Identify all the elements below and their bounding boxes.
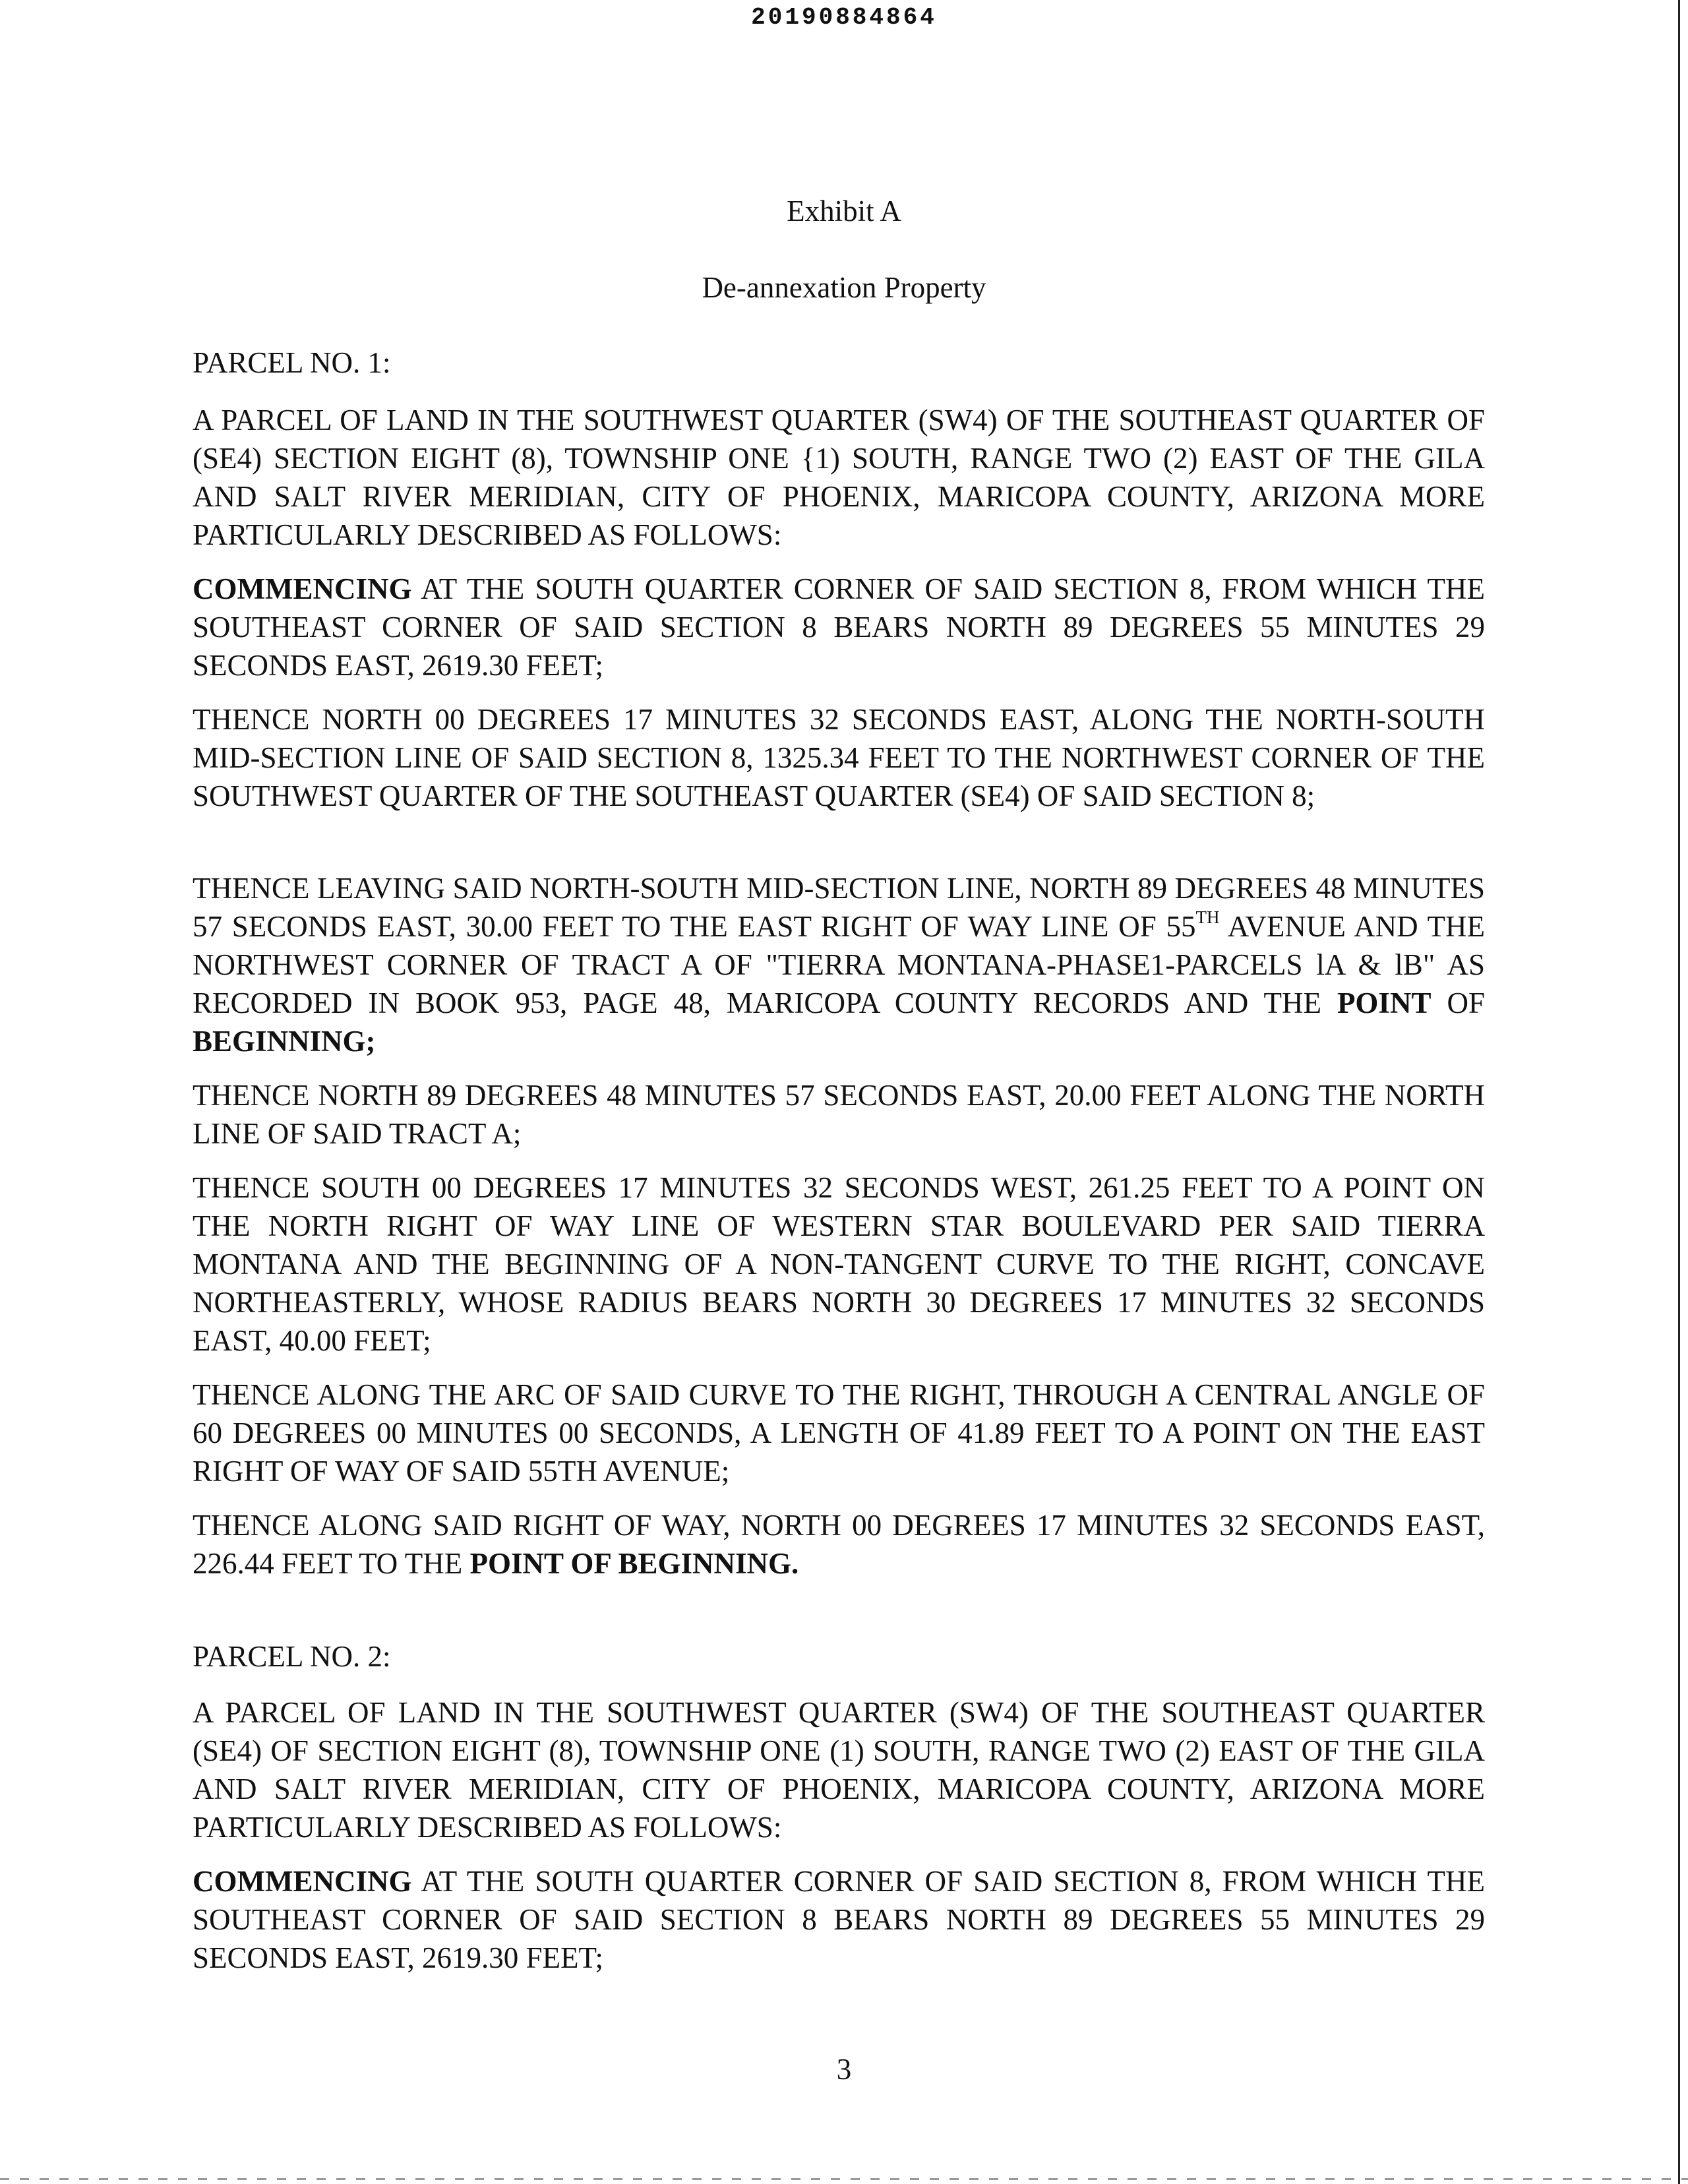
parcel-1-course-4: THENCE SOUTH 00 DEGREES 17 MINUTES 32 SECONDS WEST, 261.25 FEET TO A POINT ON THE NORTH RIGHT OF WAY LINE OF WESTERN STAR BOULEVARD PER SAID TIERRA MONTANA AND THE BEGINNING OF A NON-TANGENT CURVE TO THE RIGHT, CONCAVE NORTHEASTERLY, WHOSE RADIUS BEARS NORTH 30 DEGREES 17 MINUTES 32 SECONDS EAST, 40.00 FEET; bbox=[193, 1171, 1485, 1357]
commencing-keyword: COMMENCING bbox=[193, 1865, 412, 1898]
parcel-2-intro: A PARCEL OF LAND IN THE SOUTHWEST QUARTER (SW4) OF THE SOUTHEAST QUARTER (SE4) OF SECTION EIGHT (8), TOWNSHIP ONE (1) SOUTH, RANGE TWO (2) EAST OF THE GILA AND SALT RIVER MERIDIAN, CITY OF PHOENIX, MARICOPA COUNTY, ARIZONA MORE PARTICULARLY DESCRIBED AS FOLLOWS: bbox=[193, 1696, 1485, 1844]
course-2-of: OF bbox=[1431, 986, 1485, 1019]
point-keyword: POINT bbox=[1337, 986, 1432, 1019]
exhibit-title: Exhibit A bbox=[787, 195, 901, 228]
scan-bottom-noise bbox=[0, 2178, 1688, 2180]
parcel-1-commencing bbox=[193, 570, 1485, 684]
commencing-text: AT THE SOUTH QUARTER CORNER OF SAID SECTION 8, FROM WHICH THE SOUTHEAST CORNER OF SAID SECTION 8 BEARS NORTH 89 DEGREES 55 MINUTES 29 SECONDS EAST, 2619.30 FEET; bbox=[193, 572, 1485, 682]
parcel-1-course-1: THENCE NORTH 00 DEGREES 17 MINUTES 32 SECONDS EAST, ALONG THE NORTH-SOUTH MID-SECTION LINE OF SAID SECTION 8, 1325.34 FEET TO THE NORTHWEST CORNER OF THE SOUTHWEST QUARTER OF THE SOUTHEAST QUARTER (SE4) OF SAID SECTION 8; bbox=[193, 703, 1485, 812]
parcel-1-course-5: THENCE ALONG THE ARC OF SAID CURVE TO THE RIGHT, THROUGH A CENTRAL ANGLE OF 60 DEGREES 00 MINUTES 00 SECONDS, A LENGTH OF 41.89 FEET TO A POINT ON THE EAST RIGHT OF WAY OF SAID 55TH AVENUE; bbox=[193, 1378, 1485, 1488]
parcel-2-commencing bbox=[193, 1862, 1485, 1977]
recording-number: 20190884864 bbox=[751, 4, 937, 31]
parcel-2-label: PARCEL NO. 2: bbox=[193, 1640, 391, 1673]
course-2-text-b: AVENUE AND THE NORTHWEST CORNER OF TRACT A OF "TIERRA MONTANA-PHASE1-PARCELS lA & lB" AS RECORDED IN BOOK 953, PAGE 48, MARICOPA COUNTY RECORDS AND THE bbox=[193, 910, 1485, 1019]
course-2-text-a: THENCE LEAVING SAID NORTH-SOUTH MID-SECTION LINE, NORTH 89 DEGREES 48 MINUTES 57 SECONDS EAST, 30.00 FEET TO THE EAST RIGHT OF WAY LINE OF 55 bbox=[193, 872, 1485, 943]
parcel-1-course-6 bbox=[193, 1506, 1485, 1583]
parcel-1-label: PARCEL NO. 1: bbox=[193, 346, 391, 379]
parcel-1-intro: A PARCEL OF LAND IN THE SOUTHWEST QUARTER (SW4) OF THE SOUTHEAST QUARTER OF (SE4) SECTION EIGHT (8), TOWNSHIP ONE {1) SOUTH, RANGE TWO (2) EAST OF THE GILA AND SALT RIVER MERIDIAN, CITY OF PHOENIX, MARICOPA COUNTY, ARIZONA MORE PARTICULARLY DESCRIBED AS FOLLOWS: bbox=[193, 404, 1485, 551]
commencing-keyword: COMMENCING bbox=[193, 572, 412, 605]
course-6-text: THENCE ALONG SAID RIGHT OF WAY, NORTH 00 DEGREES 17 MINUTES 32 SECONDS EAST, 226.44 FEET TO THE bbox=[193, 1509, 1485, 1580]
parcel-1-course-3: THENCE NORTH 89 DEGREES 48 MINUTES 57 SECONDS EAST, 20.00 FEET ALONG THE NORTH LINE OF SAID TRACT A; bbox=[193, 1079, 1485, 1150]
commencing-text: AT THE SOUTH QUARTER CORNER OF SAID SECTION 8, FROM WHICH THE SOUTHEAST CORNER OF SAID SECTION 8 BEARS NORTH 89 DEGREES 55 MINUTES 29 SECONDS EAST, 2619.30 FEET; bbox=[193, 1865, 1485, 1974]
ordinal-suffix: TH bbox=[1195, 907, 1220, 927]
parcel-1-course-2 bbox=[193, 869, 1485, 1060]
scan-edge-line bbox=[1678, 0, 1680, 2184]
point-of-beginning-keyword: POINT OF BEGINNING. bbox=[469, 1547, 799, 1580]
beginning-keyword: BEGINNING; bbox=[193, 1025, 376, 1058]
exhibit-subtitle: De-annexation Property bbox=[702, 271, 986, 304]
page-number: 3 bbox=[836, 2053, 852, 2086]
